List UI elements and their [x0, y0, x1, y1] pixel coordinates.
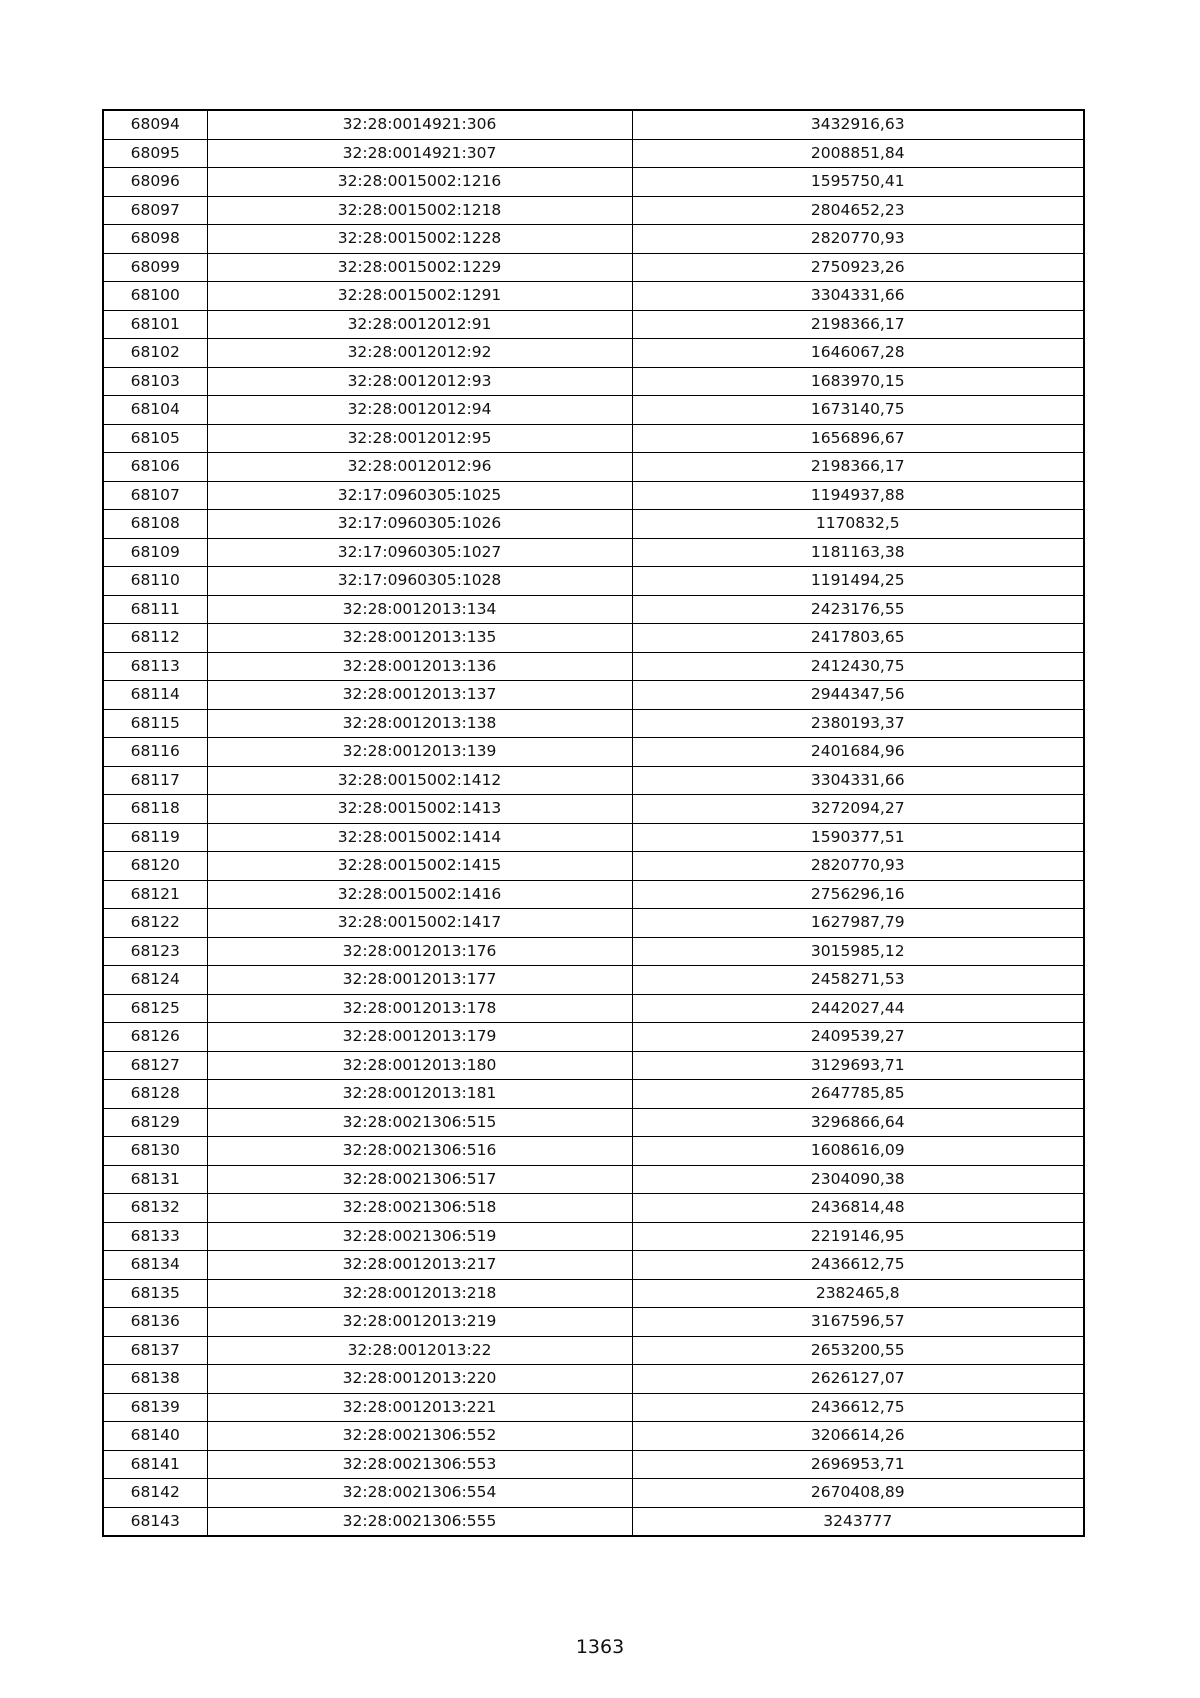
value-cell: 2198366,17 [632, 310, 1084, 339]
row-number-cell: 68099 [103, 253, 207, 282]
table-row [103, 1023, 1084, 1052]
table-row [103, 937, 1084, 966]
page-number: 1363 [575, 1636, 625, 1658]
cadastral-number-cell: 32:17:0960305:1027 [207, 538, 632, 567]
cadastral-number-cell: 32:28:0021306:519 [207, 1222, 632, 1251]
cadastral-value-table [102, 109, 1085, 1537]
value-cell: 2670408,89 [632, 1479, 1084, 1508]
value-cell: 2944347,56 [632, 681, 1084, 710]
cadastral-number-cell: 32:17:0960305:1025 [207, 481, 632, 510]
table-row [103, 538, 1084, 567]
table-row [103, 567, 1084, 596]
value-cell: 2304090,38 [632, 1165, 1084, 1194]
value-cell: 3432916,63 [632, 110, 1084, 139]
table-row [103, 1165, 1084, 1194]
value-cell: 2820770,93 [632, 852, 1084, 881]
row-number-cell: 68095 [103, 139, 207, 168]
value-cell: 1194937,88 [632, 481, 1084, 510]
row-number-cell: 68102 [103, 339, 207, 368]
table-row [103, 966, 1084, 995]
row-number-cell: 68124 [103, 966, 207, 995]
row-number-cell: 68139 [103, 1393, 207, 1422]
table-row [103, 339, 1084, 368]
table-row [103, 253, 1084, 282]
row-number-cell: 68125 [103, 994, 207, 1023]
row-number-cell: 68103 [103, 367, 207, 396]
row-number-cell: 68122 [103, 909, 207, 938]
cadastral-number-cell: 32:28:0012013:138 [207, 709, 632, 738]
cadastral-number-cell: 32:28:0012013:22 [207, 1336, 632, 1365]
cadastral-number-cell: 32:28:0012013:180 [207, 1051, 632, 1080]
cadastral-number-cell: 32:28:0012012:93 [207, 367, 632, 396]
cadastral-number-cell: 32:28:0015002:1417 [207, 909, 632, 938]
table-row [103, 424, 1084, 453]
value-cell: 2458271,53 [632, 966, 1084, 995]
table-row [103, 367, 1084, 396]
row-number-cell: 68128 [103, 1080, 207, 1109]
value-cell: 3015985,12 [632, 937, 1084, 966]
row-number-cell: 68101 [103, 310, 207, 339]
value-cell: 1595750,41 [632, 168, 1084, 197]
value-cell: 1170832,5 [632, 510, 1084, 539]
value-cell: 2401684,96 [632, 738, 1084, 767]
value-cell: 2219146,95 [632, 1222, 1084, 1251]
value-cell: 3206614,26 [632, 1422, 1084, 1451]
row-number-cell: 68121 [103, 880, 207, 909]
cadastral-number-cell: 32:28:0012013:136 [207, 652, 632, 681]
table-row [103, 823, 1084, 852]
row-number-cell: 68123 [103, 937, 207, 966]
cadastral-number-cell: 32:28:0012013:179 [207, 1023, 632, 1052]
row-number-cell: 68108 [103, 510, 207, 539]
value-cell: 2382465,8 [632, 1279, 1084, 1308]
cadastral-number-cell: 32:28:0012013:139 [207, 738, 632, 767]
cadastral-number-cell: 32:28:0015002:1229 [207, 253, 632, 282]
value-cell: 2626127,07 [632, 1365, 1084, 1394]
value-cell: 1181163,38 [632, 538, 1084, 567]
row-number-cell: 68113 [103, 652, 207, 681]
value-cell: 1191494,25 [632, 567, 1084, 596]
cadastral-number-cell: 32:28:0012013:221 [207, 1393, 632, 1422]
table-row [103, 168, 1084, 197]
value-cell: 2008851,84 [632, 139, 1084, 168]
table-row [103, 595, 1084, 624]
row-number-cell: 68141 [103, 1450, 207, 1479]
value-cell: 2442027,44 [632, 994, 1084, 1023]
table-row [103, 766, 1084, 795]
table-row [103, 510, 1084, 539]
table-row [103, 1308, 1084, 1337]
value-cell: 3129693,71 [632, 1051, 1084, 1080]
table-row [103, 1450, 1084, 1479]
cadastral-number-cell: 32:28:0012013:134 [207, 595, 632, 624]
table-row [103, 196, 1084, 225]
cadastral-number-cell: 32:28:0012013:135 [207, 624, 632, 653]
cadastral-number-cell: 32:28:0021306:553 [207, 1450, 632, 1479]
cadastral-number-cell: 32:28:0015002:1413 [207, 795, 632, 824]
value-cell: 1590377,51 [632, 823, 1084, 852]
row-number-cell: 68127 [103, 1051, 207, 1080]
value-cell: 3304331,66 [632, 766, 1084, 795]
row-number-cell: 68138 [103, 1365, 207, 1394]
row-number-cell: 68097 [103, 196, 207, 225]
cadastral-number-cell: 32:28:0021306:554 [207, 1479, 632, 1508]
cadastral-number-cell: 32:28:0021306:552 [207, 1422, 632, 1451]
value-cell: 3296866,64 [632, 1108, 1084, 1137]
cadastral-number-cell: 32:28:0012013:176 [207, 937, 632, 966]
cadastral-number-cell: 32:28:0015002:1216 [207, 168, 632, 197]
value-cell: 3243777 [632, 1507, 1084, 1536]
row-number-cell: 68111 [103, 595, 207, 624]
cadastral-number-cell: 32:28:0015002:1291 [207, 282, 632, 311]
cadastral-number-cell: 32:28:0015002:1414 [207, 823, 632, 852]
row-number-cell: 68135 [103, 1279, 207, 1308]
table-row [103, 1080, 1084, 1109]
value-cell: 2820770,93 [632, 225, 1084, 254]
cadastral-number-cell: 32:28:0014921:307 [207, 139, 632, 168]
row-number-cell: 68094 [103, 110, 207, 139]
table-row [103, 1251, 1084, 1280]
value-cell: 2423176,55 [632, 595, 1084, 624]
cadastral-number-cell: 32:28:0015002:1416 [207, 880, 632, 909]
value-cell: 2647785,85 [632, 1080, 1084, 1109]
table-row [103, 310, 1084, 339]
table-row [103, 1222, 1084, 1251]
table-row [103, 1365, 1084, 1394]
table-row [103, 681, 1084, 710]
row-number-cell: 68130 [103, 1137, 207, 1166]
table-row [103, 909, 1084, 938]
value-cell: 3304331,66 [632, 282, 1084, 311]
cadastral-number-cell: 32:28:0015002:1218 [207, 196, 632, 225]
row-number-cell: 68142 [103, 1479, 207, 1508]
row-number-cell: 68116 [103, 738, 207, 767]
row-number-cell: 68143 [103, 1507, 207, 1536]
cadastral-number-cell: 32:28:0012012:94 [207, 396, 632, 425]
cadastral-number-cell: 32:28:0012013:178 [207, 994, 632, 1023]
row-number-cell: 68132 [103, 1194, 207, 1223]
value-cell: 2750923,26 [632, 253, 1084, 282]
value-cell: 2436612,75 [632, 1251, 1084, 1280]
value-cell: 2417803,65 [632, 624, 1084, 653]
cadastral-number-cell: 32:28:0012013:217 [207, 1251, 632, 1280]
table-row [103, 1422, 1084, 1451]
row-number-cell: 68096 [103, 168, 207, 197]
cadastral-number-cell: 32:28:0012013:220 [207, 1365, 632, 1394]
cadastral-number-cell: 32:28:0014921:306 [207, 110, 632, 139]
cadastral-number-cell: 32:28:0021306:516 [207, 1137, 632, 1166]
value-cell: 2696953,71 [632, 1450, 1084, 1479]
row-number-cell: 68131 [103, 1165, 207, 1194]
value-cell: 2436612,75 [632, 1393, 1084, 1422]
value-cell: 2380193,37 [632, 709, 1084, 738]
table-row [103, 994, 1084, 1023]
row-number-cell: 68106 [103, 453, 207, 482]
value-cell: 2412430,75 [632, 652, 1084, 681]
row-number-cell: 68114 [103, 681, 207, 710]
cadastral-number-cell: 32:28:0021306:517 [207, 1165, 632, 1194]
value-cell: 1656896,67 [632, 424, 1084, 453]
table-row [103, 1393, 1084, 1422]
row-number-cell: 68098 [103, 225, 207, 254]
table-body [103, 110, 1084, 1536]
table-row [103, 282, 1084, 311]
row-number-cell: 68137 [103, 1336, 207, 1365]
table-row [103, 709, 1084, 738]
cadastral-number-cell: 32:28:0021306:518 [207, 1194, 632, 1223]
value-cell: 1608616,09 [632, 1137, 1084, 1166]
value-cell: 2653200,55 [632, 1336, 1084, 1365]
value-cell: 1646067,28 [632, 339, 1084, 368]
cadastral-number-cell: 32:28:0012012:92 [207, 339, 632, 368]
value-cell: 2198366,17 [632, 453, 1084, 482]
table-row [103, 481, 1084, 510]
cadastral-number-cell: 32:28:0015002:1228 [207, 225, 632, 254]
value-cell: 2804652,23 [632, 196, 1084, 225]
row-number-cell: 68129 [103, 1108, 207, 1137]
row-number-cell: 68112 [103, 624, 207, 653]
table-row [103, 852, 1084, 881]
row-number-cell: 68119 [103, 823, 207, 852]
cadastral-number-cell: 32:28:0012012:95 [207, 424, 632, 453]
cadastral-number-cell: 32:28:0012013:218 [207, 1279, 632, 1308]
row-number-cell: 68109 [103, 538, 207, 567]
table-row [103, 1336, 1084, 1365]
table-row [103, 795, 1084, 824]
table-row [103, 453, 1084, 482]
table-row [103, 624, 1084, 653]
cadastral-number-cell: 32:28:0021306:515 [207, 1108, 632, 1137]
value-cell: 3272094,27 [632, 795, 1084, 824]
cadastral-number-cell: 32:28:0012012:91 [207, 310, 632, 339]
row-number-cell: 68120 [103, 852, 207, 881]
row-number-cell: 68117 [103, 766, 207, 795]
value-cell: 2756296,16 [632, 880, 1084, 909]
cadastral-number-cell: 32:28:0012013:137 [207, 681, 632, 710]
cadastral-number-cell: 32:17:0960305:1026 [207, 510, 632, 539]
table-row [103, 880, 1084, 909]
row-number-cell: 68100 [103, 282, 207, 311]
cadastral-number-cell: 32:28:0012013:181 [207, 1080, 632, 1109]
row-number-cell: 68140 [103, 1422, 207, 1451]
table-row [103, 1194, 1084, 1223]
cadastral-number-cell: 32:17:0960305:1028 [207, 567, 632, 596]
cadastral-number-cell: 32:28:0012013:219 [207, 1308, 632, 1337]
table-row [103, 738, 1084, 767]
value-cell: 1627987,79 [632, 909, 1084, 938]
row-number-cell: 68134 [103, 1251, 207, 1280]
row-number-cell: 68118 [103, 795, 207, 824]
row-number-cell: 68115 [103, 709, 207, 738]
row-number-cell: 68136 [103, 1308, 207, 1337]
row-number-cell: 68104 [103, 396, 207, 425]
row-number-cell: 68107 [103, 481, 207, 510]
value-cell: 3167596,57 [632, 1308, 1084, 1337]
value-cell: 1673140,75 [632, 396, 1084, 425]
row-number-cell: 68126 [103, 1023, 207, 1052]
row-number-cell: 68105 [103, 424, 207, 453]
cadastral-number-cell: 32:28:0012013:177 [207, 966, 632, 995]
row-number-cell: 68110 [103, 567, 207, 596]
table-row [103, 652, 1084, 681]
table-row [103, 1051, 1084, 1080]
cadastral-number-cell: 32:28:0021306:555 [207, 1507, 632, 1536]
table-row [103, 110, 1084, 139]
table-row [103, 1108, 1084, 1137]
cadastral-number-cell: 32:28:0012012:96 [207, 453, 632, 482]
table-row [103, 396, 1084, 425]
value-cell: 1683970,15 [632, 367, 1084, 396]
table-row [103, 1279, 1084, 1308]
table-row [103, 1479, 1084, 1508]
row-number-cell: 68133 [103, 1222, 207, 1251]
table-row [103, 1507, 1084, 1536]
value-cell: 2436814,48 [632, 1194, 1084, 1223]
table-row [103, 1137, 1084, 1166]
table-row [103, 139, 1084, 168]
cadastral-number-cell: 32:28:0015002:1415 [207, 852, 632, 881]
value-cell: 2409539,27 [632, 1023, 1084, 1052]
cadastral-number-cell: 32:28:0015002:1412 [207, 766, 632, 795]
table-row [103, 225, 1084, 254]
